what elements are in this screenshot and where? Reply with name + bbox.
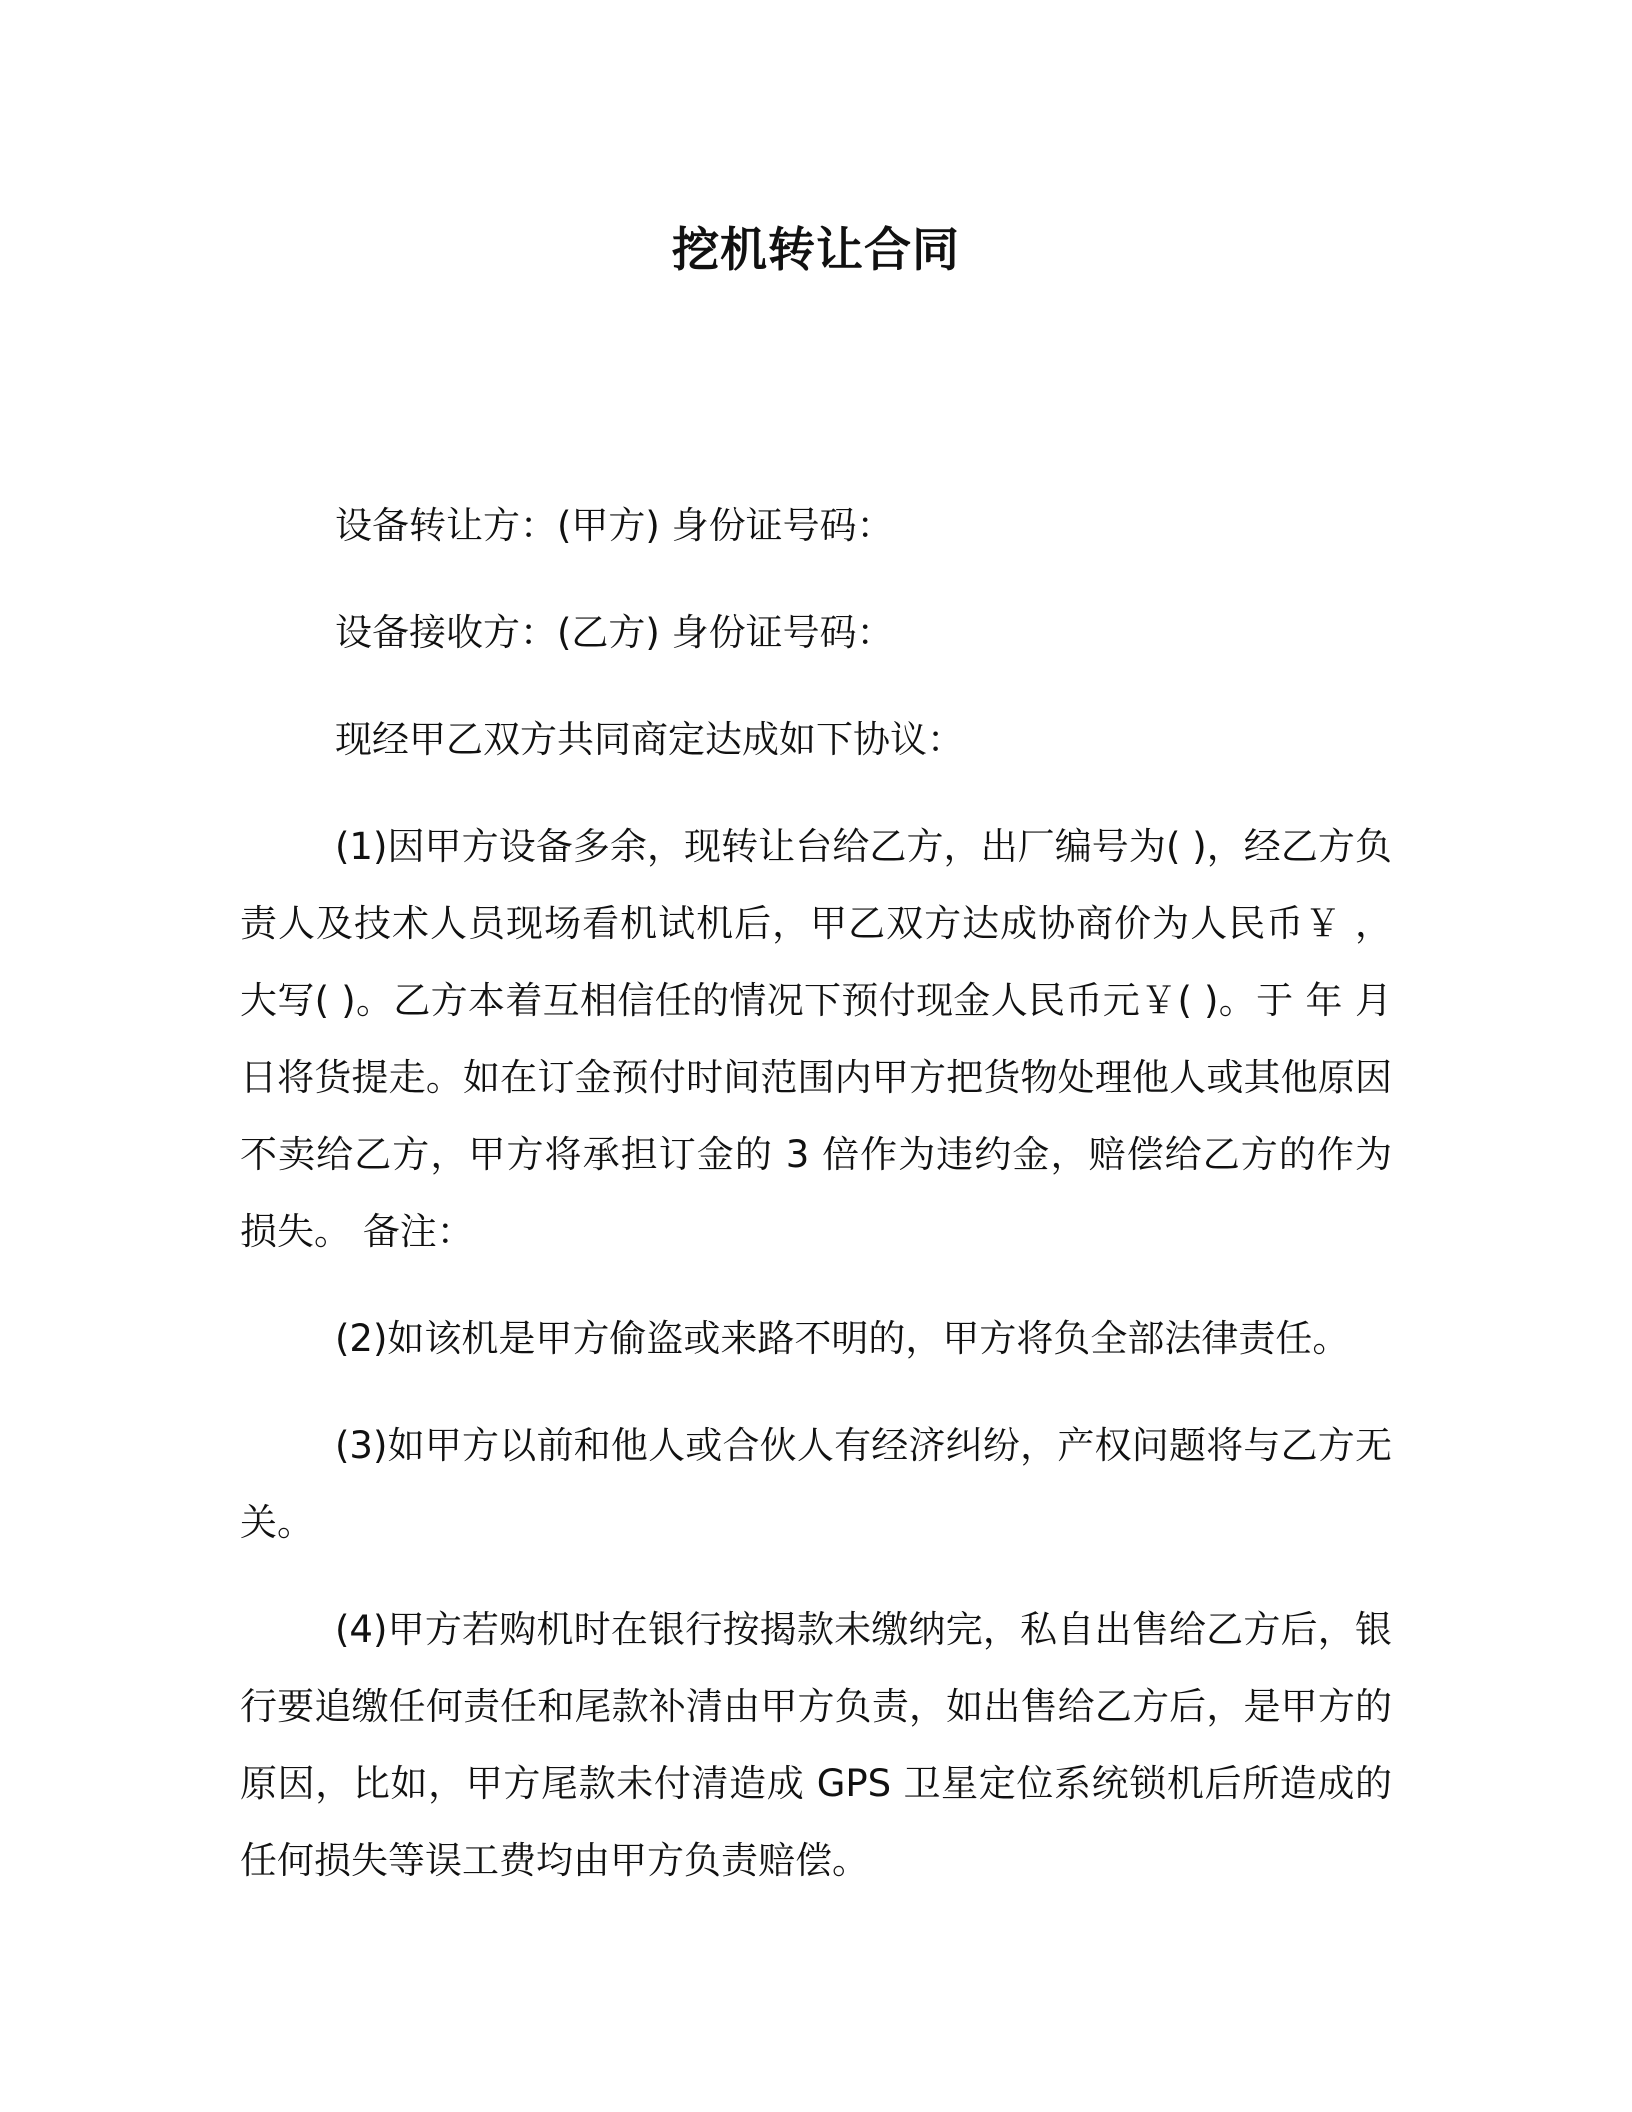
document-title: 挖机转让合同 [672, 223, 960, 278]
agreement-intro: 现经甲乙双方共同商定达成如下协议： [335, 718, 964, 761]
clause-2: (2)如该机是甲方偷盗或来路不明的，甲方将负全部法律责任。 [335, 1317, 1350, 1360]
document-body [240, 487, 1392, 1929]
clause-1: (1)因甲方设备多余，现转让台给乙方，出厂编号为( )，经乙方负责人及技术人员现场看机试机后，甲乙双方达成协商价为人民币￥ ，大写( )。乙方本着互相信任的情况下预付现金人民币元￥( )。于 年 月 日将货提走。如在订金预付时间范围内甲方把货物处理他人或其他原因不卖给乙方，甲方将承担订金的 3 倍作为违约金，赔偿给乙方的作为损失。 备注： [240, 825, 1392, 1253]
clause-3: (3)如甲方以前和他人或合伙人有经济纠纷，产权问题将与乙方无关。 [240, 1424, 1392, 1544]
clause-4: (4)甲方若购机时在银行按揭款未缴纳完，私自出售给乙方后，银行要追缴任何责任和尾款补清由甲方负责，如出售给乙方后，是甲方的原因，比如，甲方尾款未付清造成 GPS 卫星定位系统锁机后所造成的任何损失等误工费均由甲方负责赔偿。 [240, 1608, 1392, 1882]
transferee-line: 设备接收方：(乙方) 身份证号码： [335, 611, 894, 654]
transferor-line: 设备转让方：(甲方) 身份证号码： [335, 504, 894, 547]
